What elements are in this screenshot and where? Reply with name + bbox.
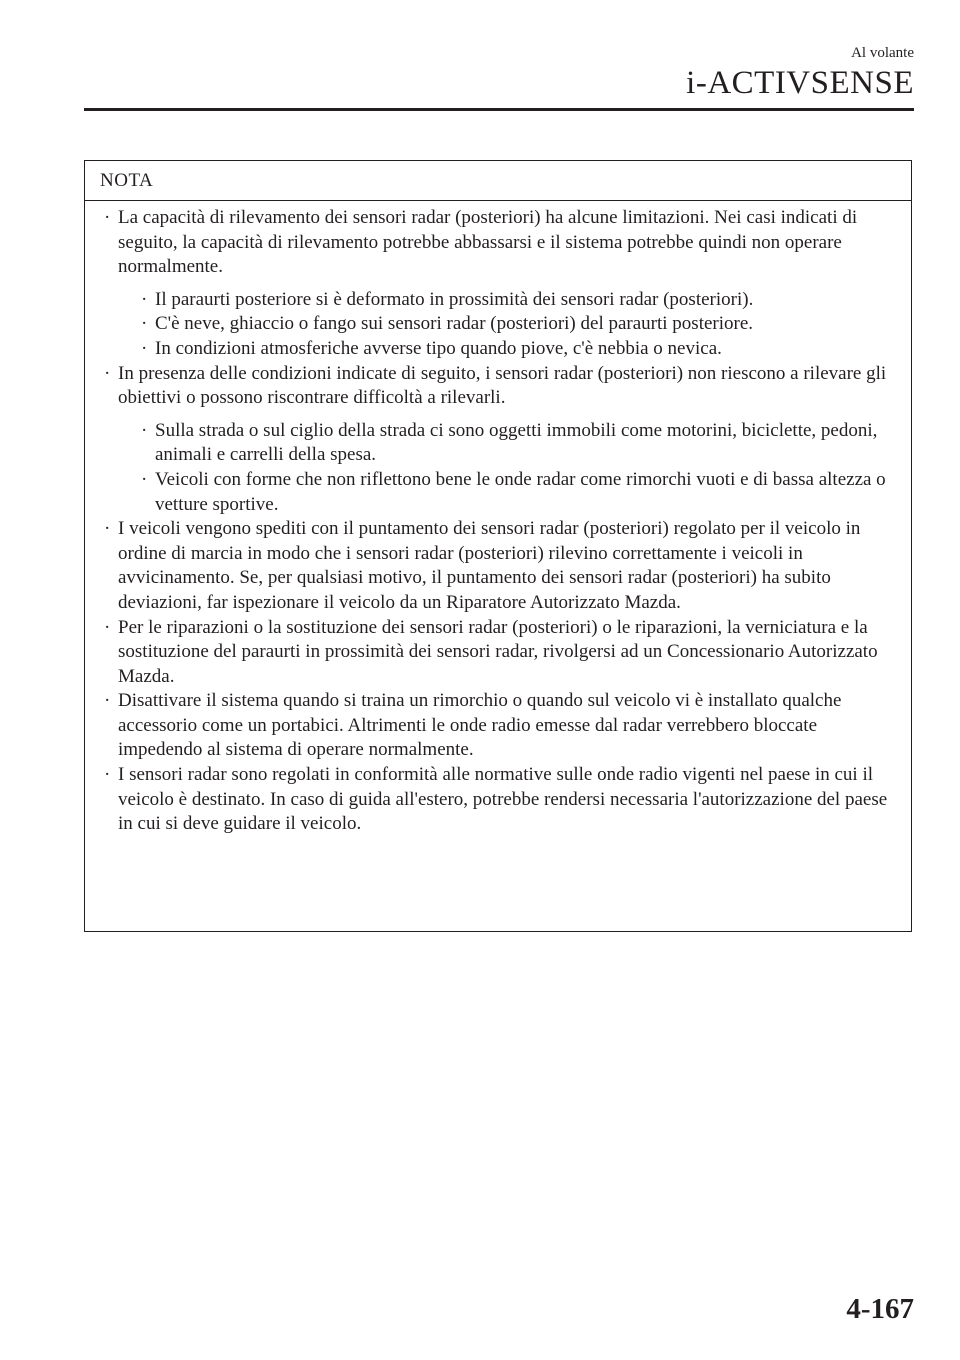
header-divider bbox=[84, 108, 914, 111]
note-subitem: · Il paraurti posteriore si è deformato in prossimità dei sensori radar (posteriori). bbox=[118, 288, 901, 313]
note-box bbox=[84, 160, 912, 932]
note-item-2 bbox=[99, 362, 901, 518]
note-title: NOTA bbox=[85, 161, 911, 201]
note-item-4 bbox=[99, 616, 901, 690]
note-item-text: I veicoli vengono spediti con il puntamento dei sensori radar (posteriori) regolato per il veicolo in ordine di marcia in modo che i sensori radar (posteriori) rilevino correttamente i veicoli in avvicinamento. Se, per qualsiasi motivo, il puntamento dei sensori radar (posteriori) ha subito deviazioni, far ispezionare il veicolo da un Riparatore Autorizzato Mazda. bbox=[118, 518, 861, 613]
note-item-1 bbox=[99, 206, 901, 362]
note-item-3 bbox=[99, 517, 901, 615]
note-body bbox=[85, 201, 911, 837]
chapter-title: i-ACTIVSENSE bbox=[686, 65, 914, 101]
page-header bbox=[686, 44, 914, 102]
note-item-text: In presenza delle condizioni indicate di seguito, i sensori radar (posteriori) non riescono a rilevare gli obiettivi o possono riscontrare difficoltà a rilevarli. bbox=[118, 362, 887, 409]
page-number: 4-167 bbox=[846, 1293, 914, 1325]
note-sublist-2 bbox=[118, 419, 901, 517]
note-sublist-1 bbox=[118, 288, 901, 362]
note-item-6 bbox=[99, 763, 901, 837]
note-item-text: I sensori radar sono regolati in conformità alle normative sulle onde radio vigenti nel paese in cui il veicolo è destinato. In caso di guida all'estero, potrebbe rendersi necessaria l'autorizzazione del paese in cui si deve guidare il veicolo. bbox=[118, 764, 888, 835]
note-subitem: · Sulla strada o sul ciglio della strada ci sono oggetti immobili come motorini, biciclette, pedoni, animali e carrelli della spesa. bbox=[118, 419, 901, 468]
note-subitem: · In condizioni atmosferiche avverse tipo quando piove, c'è nebbia o nevica. bbox=[118, 337, 901, 362]
section-title: Al volante bbox=[851, 45, 914, 61]
note-subitem: · Veicoli con forme che non riflettono bene le onde radar come rimorchi vuoti e di bassa altezza o vetture sportive. bbox=[118, 468, 901, 517]
note-item-text: Per le riparazioni o la sostituzione dei sensori radar (posteriori) o le riparazioni, la verniciatura e la sostituzione del paraurti in prossimità dei sensori radar, rivolgersi ad un Concessionario Autorizzato Mazda. bbox=[118, 616, 878, 687]
note-subitem: · C'è neve, ghiaccio o fango sui sensori radar (posteriori) del paraurti posteriore. bbox=[118, 312, 901, 337]
note-item-5 bbox=[99, 689, 901, 763]
note-item-text: Disattivare il sistema quando si traina un rimorchio o quando sul veicolo vi è installato qualche accessorio come un portabici. Altrimenti le onde radio emesse dal radar verrebbero bloccate impedendo al sistema di operare normalmente. bbox=[118, 690, 842, 761]
note-item-text: La capacità di rilevamento dei sensori radar (posteriori) ha alcune limitazioni. Nei casi indicati di seguito, la capacità di rilevamento potrebbe abbassarsi e il sistema potrebbe quindi non operare normalmente. bbox=[118, 207, 858, 278]
